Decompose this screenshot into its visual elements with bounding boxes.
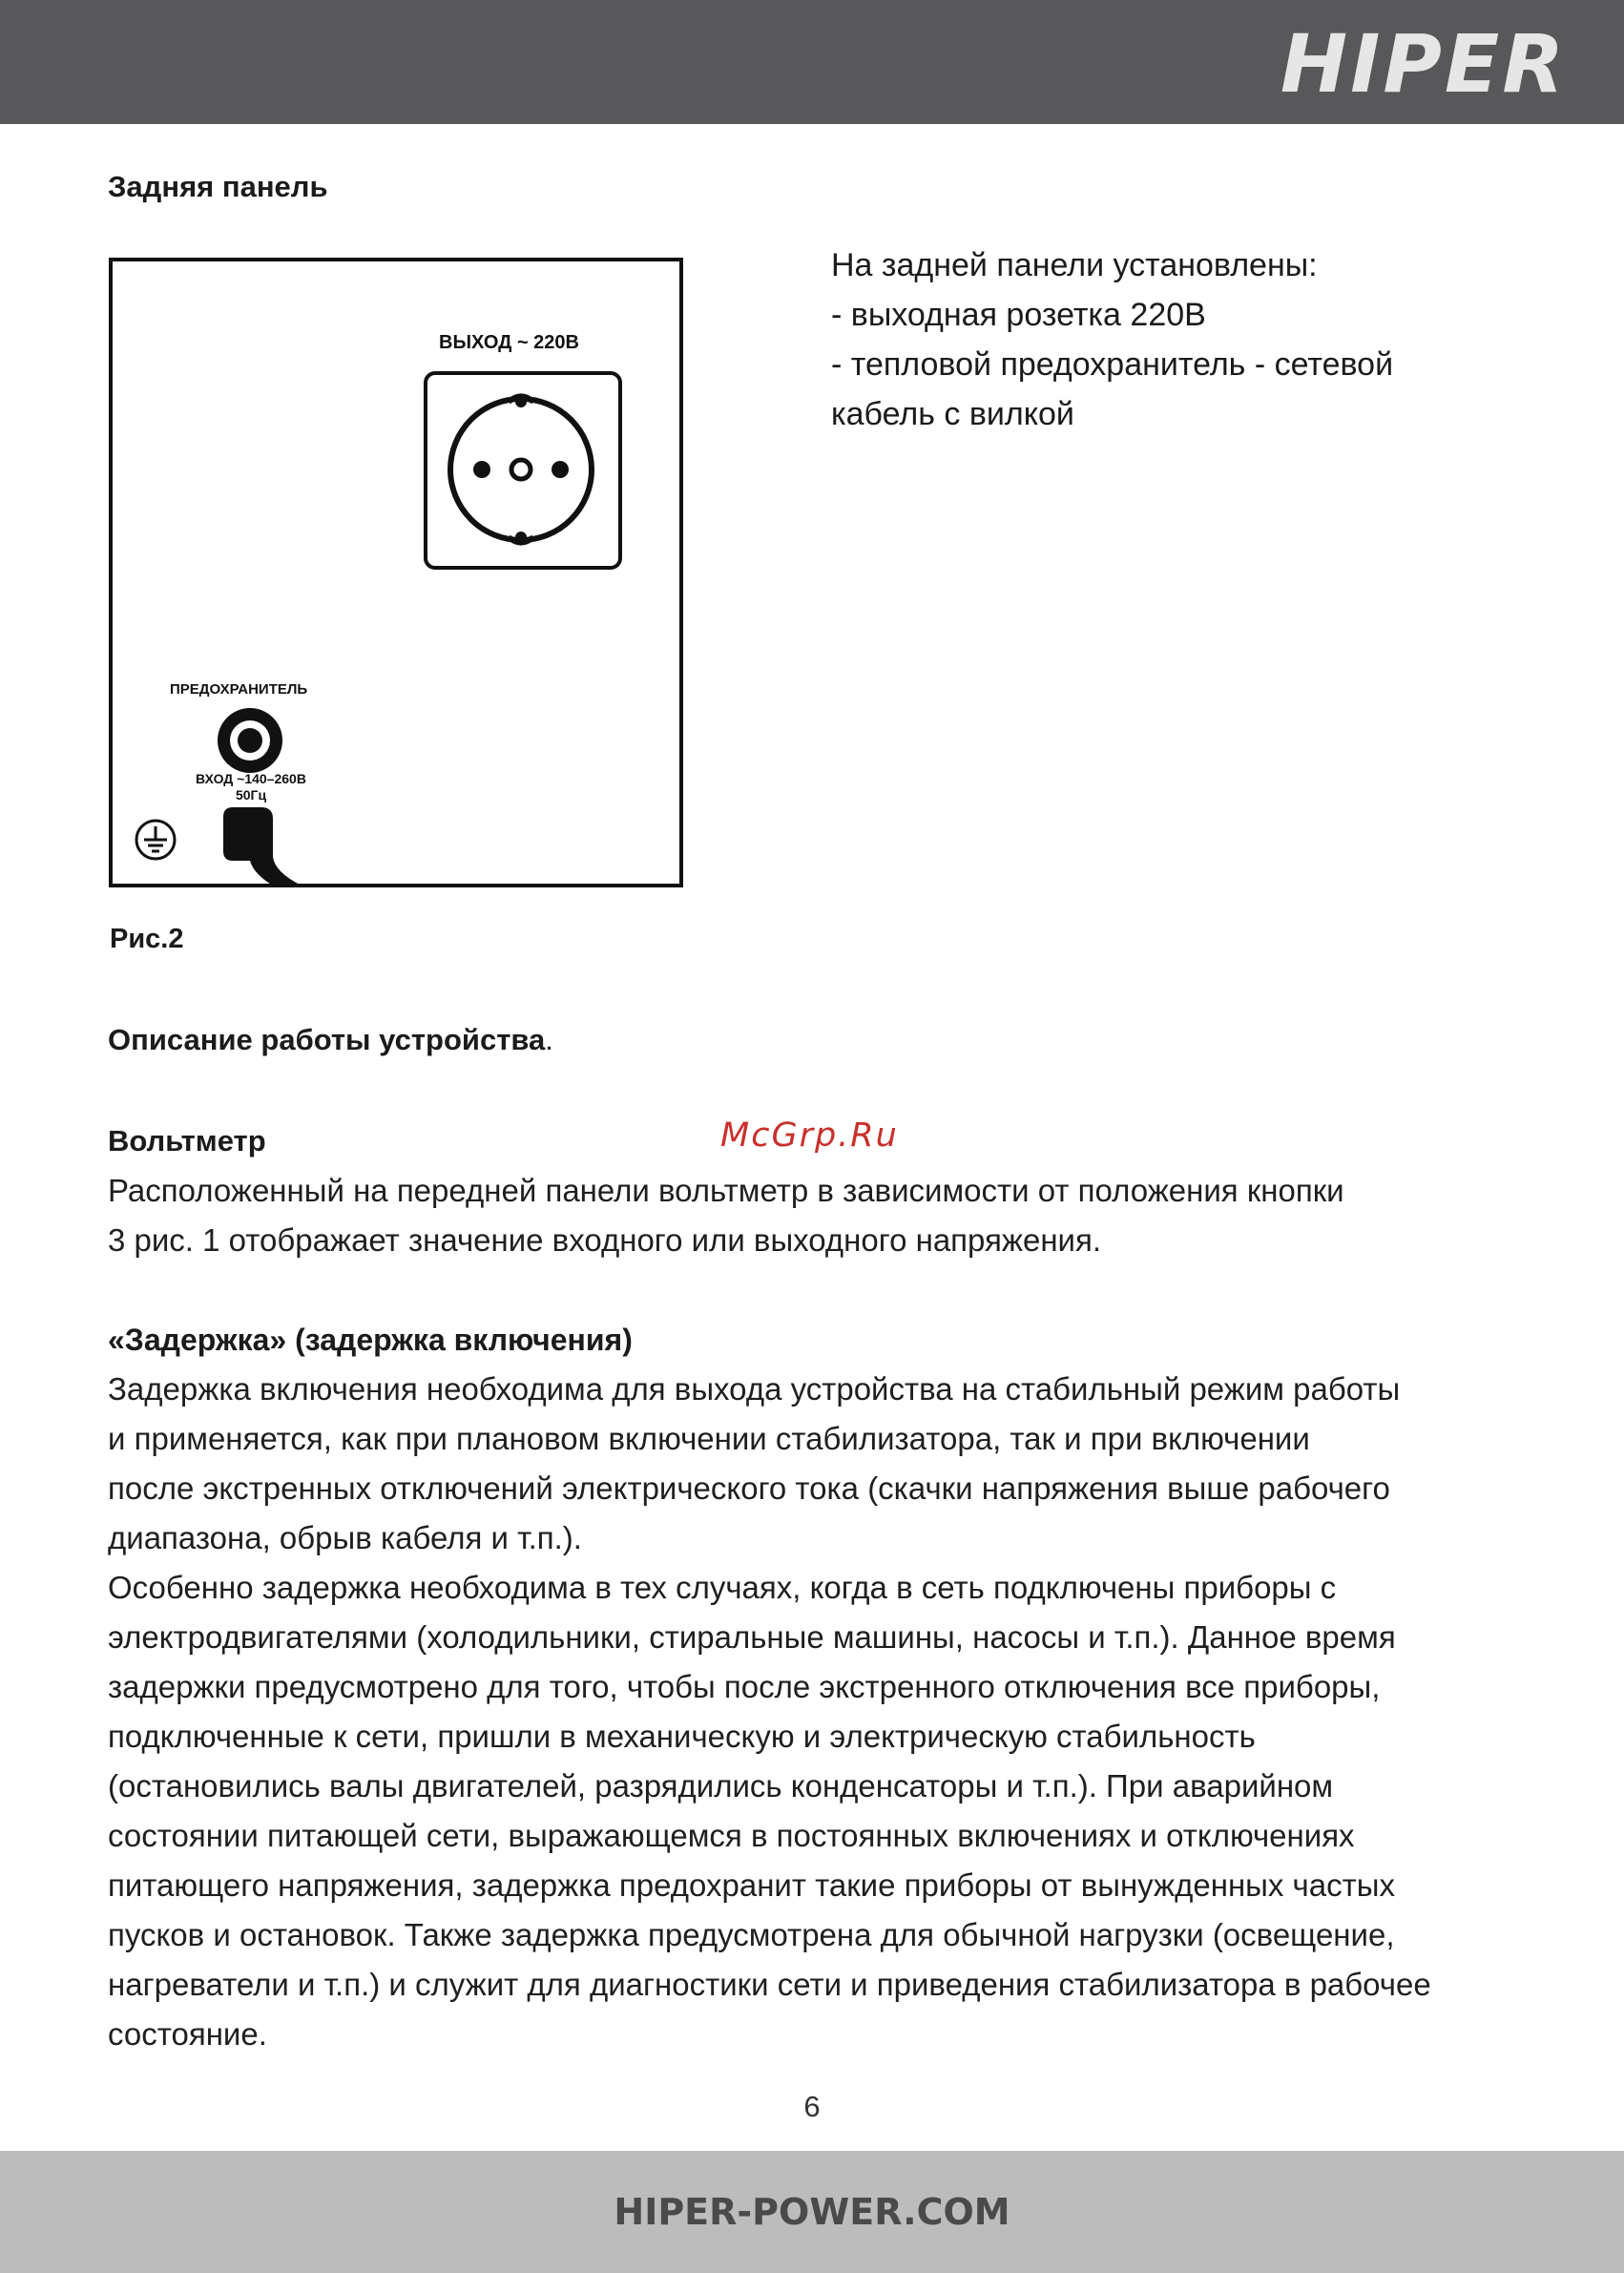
page-number: 6 xyxy=(803,2090,821,2123)
voltmeter-title: Вольтметр xyxy=(108,1124,266,1157)
description-title-text: Описание работы устройства xyxy=(108,1023,546,1056)
text-line: подключенные к сети, пришли в механическую и электрическую стабильность xyxy=(108,1719,1256,1754)
list-item: - тепловой предохранитель - сетевой xyxy=(831,346,1394,383)
voltmeter-paragraph xyxy=(108,1166,1520,1265)
text-line: и применяется, как при плановом включении стабилизатора, так и при включении xyxy=(108,1421,1310,1456)
fuse-icon xyxy=(214,704,286,777)
hiper-logo: HIPER xyxy=(1280,17,1567,111)
ground-icon xyxy=(134,818,177,862)
delay-paragraph xyxy=(108,1365,1520,2059)
text-line: (остановились валы двигателей, разрядились конденсаторы и т.п.). При аварийном xyxy=(108,1768,1334,1804)
text-line: Задержка включения необходима для выхода устройства на стабильный режим работы xyxy=(108,1371,1401,1407)
description-title-period: . xyxy=(545,1023,553,1056)
list-item: На задней панели установлены: xyxy=(831,247,1318,283)
figure-caption: Рис.2 xyxy=(110,924,184,954)
rear-panel-list xyxy=(831,240,1518,439)
text-line: состоянии питающей сети, выражающемся в постоянных включениях и отключениях xyxy=(108,1818,1355,1853)
page-header xyxy=(0,0,1624,124)
description-title xyxy=(108,1023,1520,1057)
section-title-rear-panel: Задняя панель xyxy=(108,170,328,203)
input-voltage-label: ВХОД ~140–260В xyxy=(196,771,306,786)
list-item: кабель с вилкой xyxy=(831,396,1074,432)
text-line: питающего напряжения, задержка предохранит такие приборы от вынужденных частых xyxy=(108,1867,1395,1903)
output-label: ВЫХОД ~ 220В xyxy=(439,332,579,353)
rear-panel-figure xyxy=(109,258,683,887)
text-line: после экстренных отключений электрического тока (скачки напряжения выше рабочего xyxy=(108,1470,1390,1506)
text-line: состояние. xyxy=(108,2016,267,2052)
text-line: нагреватели и т.п.) и служит для диагностики сети и приведения стабилизатора в рабочее xyxy=(108,1967,1431,2002)
text-line: диапазона, обрыв кабеля и т.п.). xyxy=(108,1520,582,1555)
delay-title: «Задержка» (задержка включения) xyxy=(108,1323,633,1357)
socket-icon xyxy=(423,370,623,571)
page-footer xyxy=(0,2151,1624,2273)
power-cable-icon xyxy=(216,803,311,887)
watermark: McGrp.Ru xyxy=(720,1116,899,1155)
text-line: электродвигателями (холодильники, стиральные машины, насосы и т.п.). Данное время xyxy=(108,1619,1396,1655)
fuse-label: ПРЕДОХРАНИТЕЛЬ xyxy=(170,681,308,698)
list-item: - выходная розетка 220В xyxy=(831,297,1206,333)
text-line: пусков и остановок. Также задержка предусмотрена для обычной нагрузки (освещение, xyxy=(108,1917,1395,1952)
footer-url: HIPER-POWER.COM xyxy=(614,2191,1010,2233)
text-line: 3 рис. 1 отображает значение входного или выходного напряжения. xyxy=(108,1222,1102,1258)
text-line: Расположенный на передней панели вольтметр в зависимости от положения кнопки xyxy=(108,1173,1344,1208)
input-label xyxy=(151,771,351,803)
text-line: Особенно задержка необходима в тех случаях, когда в сеть подключены приборы с xyxy=(108,1570,1337,1605)
input-frequency-label: 50Гц xyxy=(235,787,267,803)
text-line: задержки предусмотрено для того, чтобы после экстренного отключения все приборы, xyxy=(108,1669,1381,1704)
